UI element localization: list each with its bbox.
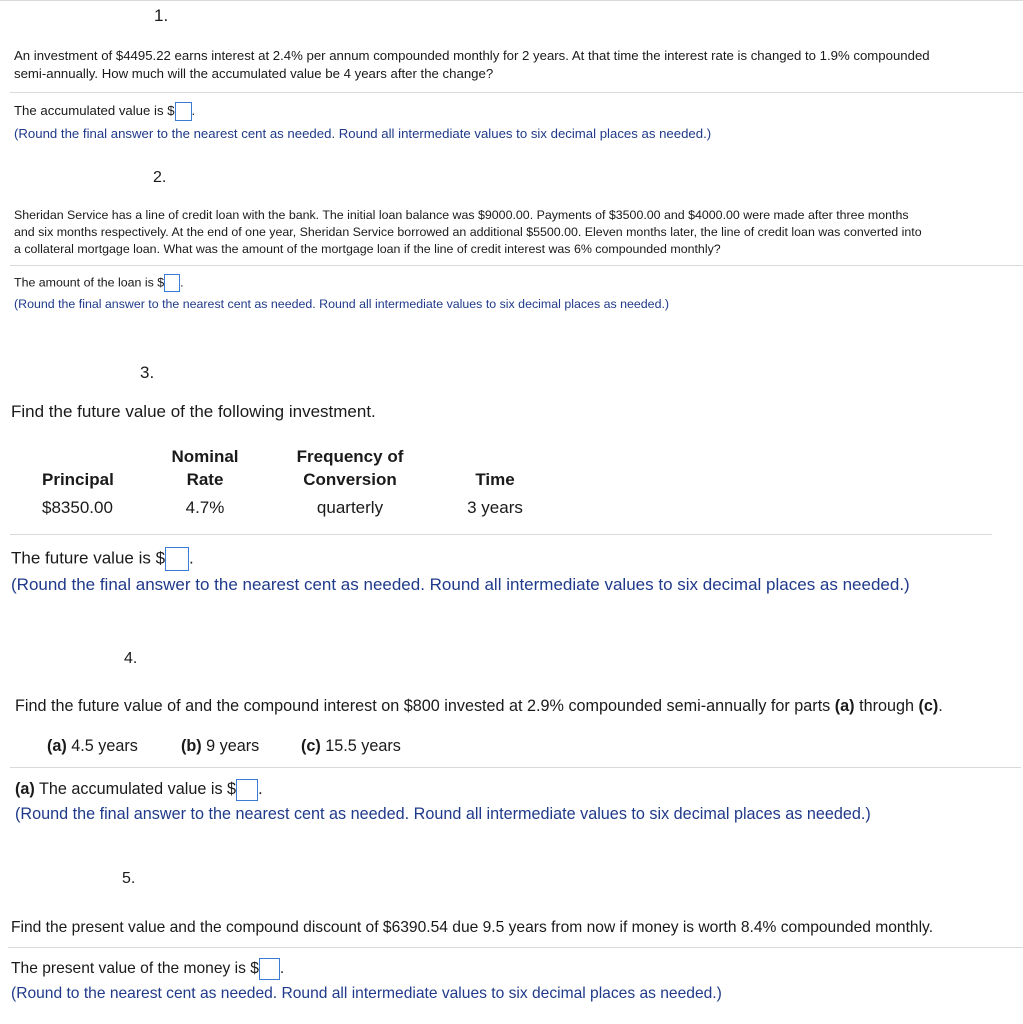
- q3-header-rate-line2: Rate: [186, 470, 224, 489]
- q4-part-b: [181, 735, 259, 757]
- q5-number: 5.: [122, 870, 136, 887]
- q1-divider: [10, 92, 1023, 93]
- q3-header-freq-line2: Conversion: [303, 470, 397, 489]
- q4-part-c-label: (c): [301, 737, 321, 755]
- q1-question-line1: An investment of $4495.22 earns interest at 2.4% per annum compounded monthly for 2 years. At that time the interest rate is changed to 1.9% compounded: [14, 48, 930, 63]
- q2-hint: (Round the final answer to the nearest cent as needed. Round all intermediate values to six decimal places as needed.): [14, 297, 670, 311]
- q1-answer-line: [14, 102, 195, 121]
- q3-cell-rate: 4.7%: [185, 498, 225, 517]
- q5-hint: (Round to the nearest cent as needed. Round all intermediate values to six decimal places as needed.): [11, 985, 722, 1002]
- top-divider: [0, 0, 1023, 1]
- q3-divider: [10, 534, 992, 535]
- q5-answer-input[interactable]: [259, 958, 280, 980]
- q2-question-line3: a collateral mortgage loan. What was the amount of the mortgage loan if the line of credit interest was 6% compounded monthly?: [14, 242, 721, 256]
- q4-answer-prefix: The accumulated value is $: [34, 780, 237, 798]
- q4-divider: [10, 767, 1021, 768]
- q3-answer-prefix: The future value is $: [11, 548, 166, 568]
- q3-cell-principal: $8350.00: [42, 498, 113, 517]
- q4-part-c: [301, 735, 401, 757]
- q3-header-principal: Principal: [42, 470, 114, 489]
- q3-header-time: Time: [475, 470, 515, 489]
- q3-hint: (Round the final answer to the nearest cent as needed. Round all intermediate values to six decimal places as needed.): [11, 575, 910, 594]
- q4-answer-input[interactable]: [236, 779, 258, 801]
- q3-answer-input[interactable]: [165, 547, 189, 571]
- q4-answer-line: [15, 778, 263, 801]
- q3-number: 3.: [140, 363, 155, 382]
- q2-answer-line: [14, 274, 184, 292]
- q3-header-freq-line1: Frequency of: [296, 447, 404, 466]
- q4-part-c-value: 15.5 years: [320, 737, 401, 755]
- q4-question-main: Find the future value of and the compound interest on $800 invested at 2.9% compounded semi-annually for parts: [15, 697, 835, 715]
- q3-answer-suffix: .: [189, 548, 194, 568]
- q1-question-line2: semi-annually. How much will the accumulated value be 4 years after the change?: [14, 66, 494, 81]
- q3-cell-freq: quarterly: [316, 498, 384, 517]
- q1-answer-input[interactable]: [175, 102, 192, 121]
- q4-part-b-label: (b): [181, 737, 202, 755]
- q5-divider: [8, 947, 1023, 948]
- q4-part-b-value: 9 years: [201, 737, 260, 755]
- q2-answer-input[interactable]: [164, 274, 180, 292]
- q2-question-line2: and six months respectively. At the end of one year, Sheridan Service borrowed an additional $5500.00. Eleven months later, the line of credit loan was converted into: [14, 225, 922, 239]
- q3-answer-line: [11, 547, 194, 571]
- q5-answer-line: [11, 958, 284, 980]
- q4-answer-label: (a): [15, 780, 35, 798]
- q1-number: 1.: [154, 6, 169, 25]
- q2-answer-suffix: .: [180, 275, 184, 290]
- q4-answer-suffix: .: [258, 780, 263, 798]
- q1-answer-prefix: The accumulated value is $: [14, 103, 175, 118]
- q3-cell-time: 3 years: [467, 498, 523, 517]
- q3-header-rate-line1: Nominal: [171, 447, 239, 466]
- q5-question: Find the present value and the compound discount of $6390.54 due 9.5 years from now if money is worth 8.4% compounded monthly.: [11, 919, 934, 936]
- q4-part-a-value: 4.5 years: [66, 737, 138, 755]
- q1-hint: (Round the final answer to the nearest cent as needed. Round all intermediate values to six decimal places as needed.): [14, 126, 712, 141]
- q4-question-a: (a): [834, 697, 855, 715]
- q2-divider: [10, 265, 1023, 266]
- q3-question: Find the future value of the following investment.: [11, 402, 376, 421]
- q4-hint: (Round the final answer to the nearest cent as needed. Round all intermediate values to six decimal places as needed.): [15, 805, 871, 823]
- q2-number: 2.: [153, 169, 167, 186]
- q4-number: 4.: [124, 650, 138, 667]
- q1-answer-suffix: .: [191, 103, 196, 118]
- q4-question: [15, 695, 943, 717]
- q4-part-a: [47, 735, 138, 757]
- q2-answer-prefix: The amount of the loan is $: [14, 275, 165, 290]
- q4-part-a-label: (a): [47, 737, 67, 755]
- q4-question-through: through: [854, 697, 919, 715]
- q5-answer-suffix: .: [279, 960, 285, 978]
- q4-question-c: (c): [918, 697, 939, 715]
- q5-answer-prefix: The present value of the money is $: [11, 960, 259, 978]
- q2-question-line1: Sheridan Service has a line of credit loan with the bank. The initial loan balance was $9000.00. Payments of $3500.00 and $4000.00 were made after three months: [14, 208, 909, 222]
- q4-question-end: .: [938, 697, 943, 715]
